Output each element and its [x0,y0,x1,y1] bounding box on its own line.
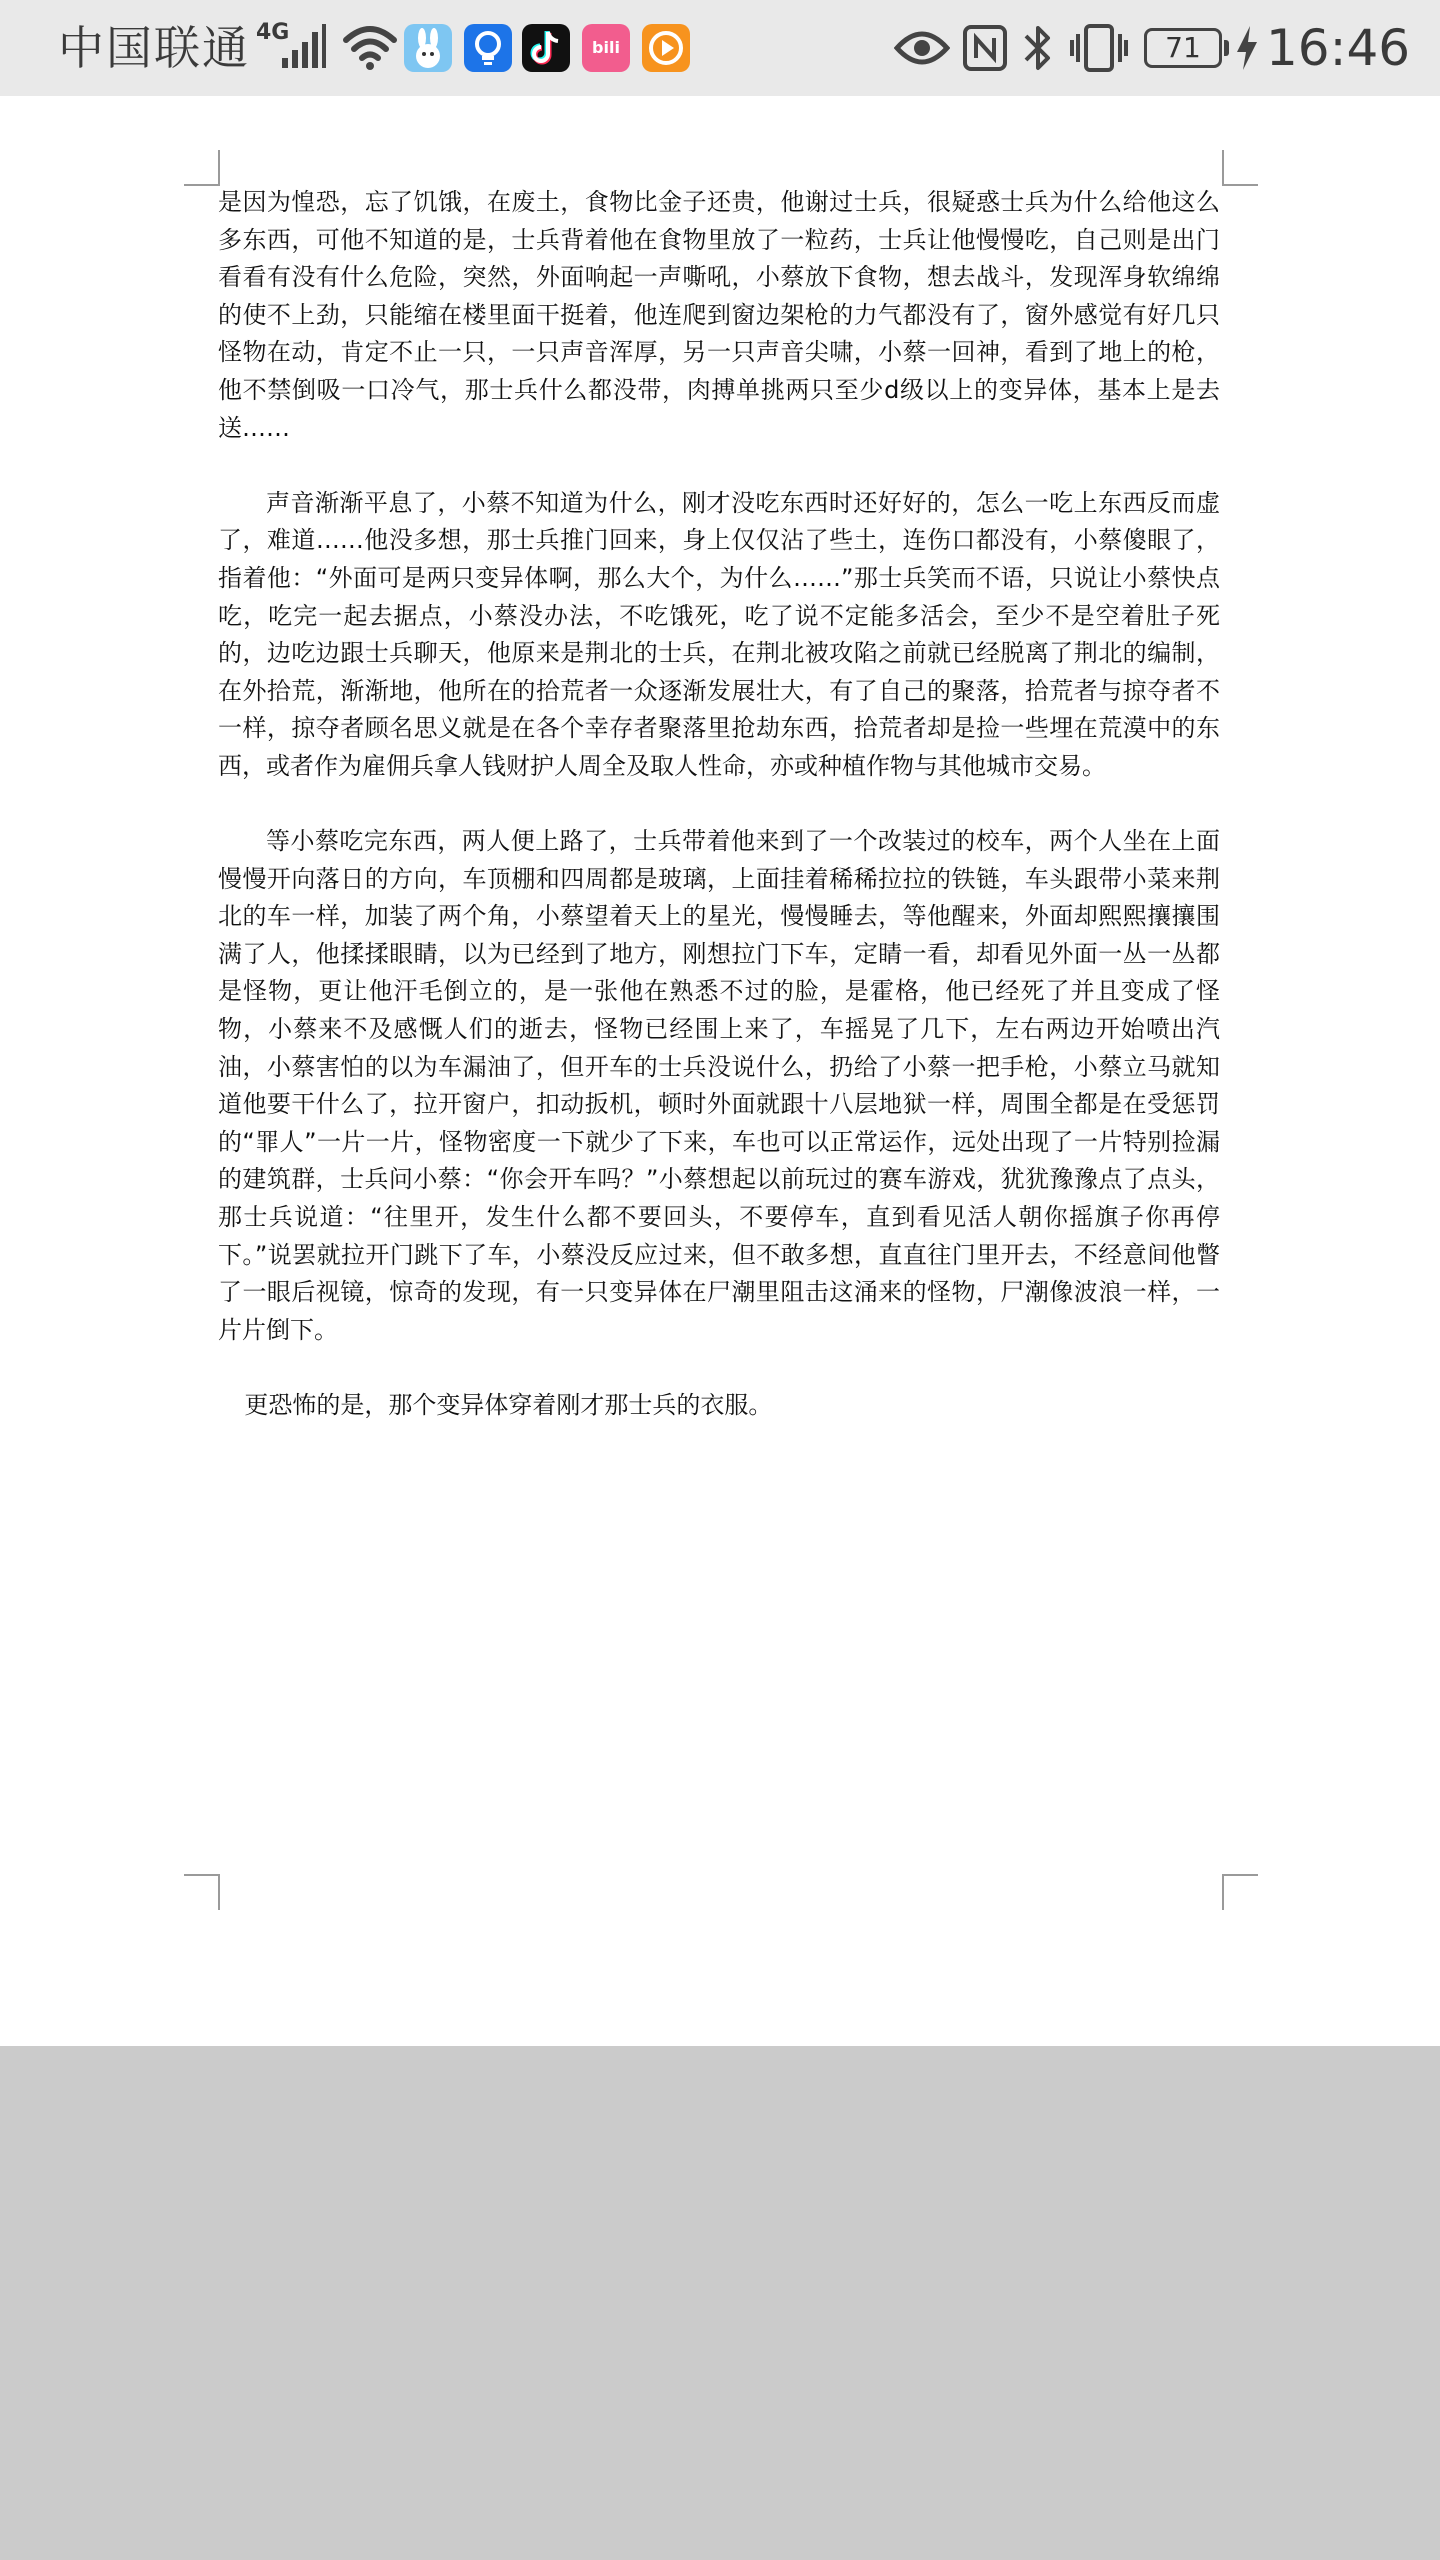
carrier-label: 中国联通 [58,21,250,75]
tiktok-app-icon [522,24,570,72]
play-app-icon [642,24,690,72]
battery-indicator: 71 [1144,28,1222,68]
clock: 16:46 [1266,19,1411,77]
page-corner-top-right [1222,150,1258,186]
paragraph: 是因为惶恐，忘了饥饿，在废土，食物比金子还贵，他谢过士兵，很疑惑士兵为什么给他这么多东西，可他不知道的是，士兵背着他在食物里放了一粒药，士兵让他慢慢吃，自己则是出门看看有没有什么危险，突然，外面响起一声嘶吼，小蔡放下食物，想去战斗，发现浑身软绵绵的使不上劲，只能缩在楼里面干挺着，他连爬到窗边架枪的力气都没有了，窗外感觉有好几只怪物在动，肯定不止一只，一只声音浑厚，另一只声音尖啸，小蔡一回神，看到了地上的枪，他不禁倒吸一口冷气，那士兵什么都没带，肉搏单挑两只至少d级以上的变异体，基本上是去送…… [218,188,1220,442]
page-corner-top-left [184,150,220,186]
nfc-icon [962,24,1008,72]
paragraph: 更恐怖的是，那个变异体穿着刚才那士兵的衣服。 [244,1391,773,1419]
paragraph: 声音渐渐平息了，小蔡不知道为什么，刚才没吃东西时还好好的，怎么一吃上东西反而虚了，难道……他没多想，那士兵推门回来，身上仅仅沾了些土，连伤口都没有，小蔡傻眼了，指着他：“外面可是两只变异体啊，那么大个，为什么……”那士兵笑而不语，只说让小蔡快点吃，吃完一起去据点，小蔡没办法，不吃饿死，吃了说不定能多活会，至少不是空着肚子死的，边吃边跟士兵聊天，他原来是荆北的士兵，在荆北被攻陷之前就已经脱离了荆北的编制，在外拾荒，渐渐地，他所在的拾荒者一众逐渐发展壮大，有了自己的聚落，拾荒者与掠夺者不一样，掠夺者顾名思义就是在各个幸存者聚落里抢劫东西，拾荒者却是捡一些埋在荒漠中的东西，或者作为雇佣兵拿人钱财护人周全及取人性命，亦或种植作物与其他城市交易。 [218,488,1220,780]
bilibili-app-icon [582,24,630,72]
bluetooth-icon [1020,22,1056,74]
bilibili-app-label: bili [592,38,620,57]
wifi-icon [342,22,398,72]
paragraph: 等小蔡吃完东西，两人便上路了，士兵带着他来到了一个改装过的校车，两个人坐在上面慢慢开向落日的方向，车顶棚和四周都是玻璃，上面挂着稀稀拉拉的铁链，车头跟带小菜来荆北的车一样，加装了两个角，小蔡望着天上的星光，慢慢睡去，等他醒来，外面却熙熙攘攘围满了人，他揉揉眼睛，以为已经到了地方，刚想拉门下车，定睛一看，却看见外面一丛一丛都是怪物，更让他汗毛倒立的，是一张他在熟悉不过的脸，是霍格，他已经死了并且变成了怪物，小蔡来不及感慨人们的逝去，怪物已经围上来了，车摇晃了几下，左右两边开始喷出汽油，小蔡害怕的以为车漏油了，但开车的士兵没说什么，扔给了小蔡一把手枪，小蔡立马就知道他要干什么了，拉开窗户，扣动扳机，顿时外面就跟十八层地狱一样，周围全都是在受惩罚的“罪人”一片一片，怪物密度一下就少了下来，车也可以正常运作，远处出现了一片特别捡漏的建筑群，士兵问小蔡：“你会开车吗？”小蔡想起以前玩过的赛车游戏，犹犹豫豫点了点头，那士兵说道：“往里开，发生什么都不要回头，不要停车，直到看见活人朝你摇旗子你再停下。”说罢就拉开门跳下了车，小蔡没反应过来，但不敢多想，直直往门里开去，不经意间他瞥了一眼后视镜，惊奇的发现，有一只变异体在尸潮里阻击这涌来的怪物，尸潮像波浪一样，一片片倒下。 [218,827,1220,1344]
lightbulb-app-icon [464,24,512,72]
page-corner-bottom-left [184,1874,220,1910]
signal-strength-icon [280,24,328,70]
document-body[interactable] [218,184,1220,1462]
vibrate-icon [1068,22,1130,74]
rabbit-app-icon [404,24,452,72]
eye-comfort-icon [894,26,950,70]
page-corner-bottom-right [1222,1874,1258,1910]
charging-icon [1234,24,1260,72]
status-bar [0,0,1440,96]
network-type-label: 4G [256,20,290,45]
battery-tip [1224,40,1229,56]
